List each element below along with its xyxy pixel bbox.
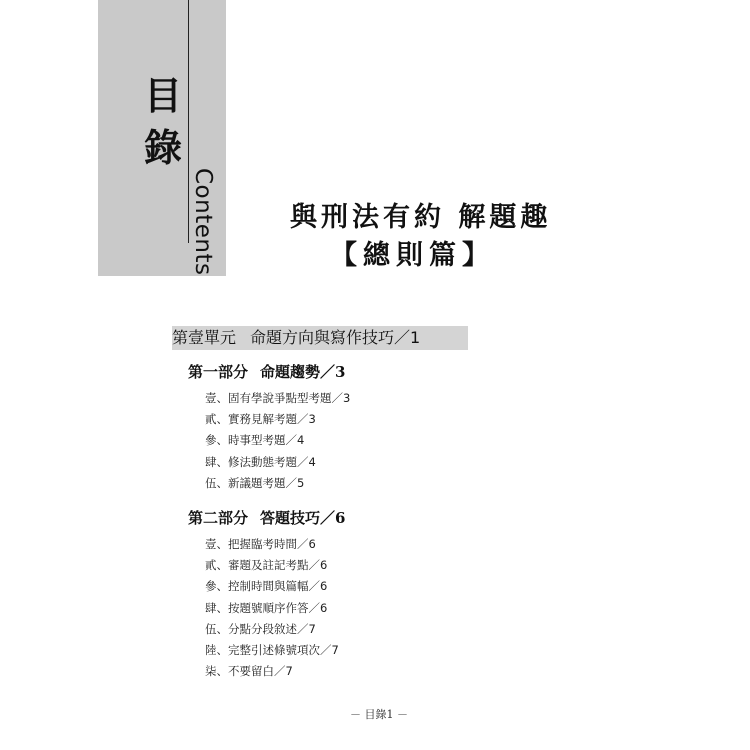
- part-heading-1: [188, 361, 345, 382]
- toc-item: 肆、修法動態考題／4: [205, 455, 316, 469]
- sidebar-english-label: Contents: [190, 168, 216, 276]
- toc-item: 參、控制時間與篇幅／6: [205, 579, 328, 593]
- part-label: 第一部分: [188, 363, 249, 381]
- toc-item: 伍、分點分段敘述／7: [205, 622, 316, 636]
- book-subtitle: 【總則篇】: [330, 240, 495, 271]
- toc-item: 柒、不要留白／7: [205, 664, 293, 678]
- toc-item: 肆、按題號順序作答／6: [205, 601, 328, 615]
- sidebar-title-char-2: 錄: [143, 126, 182, 170]
- part-title: 命題趨勢／3: [260, 363, 346, 381]
- book-title: 與刑法有約 解題趣: [290, 202, 552, 233]
- sidebar-divider-line: [188, 0, 189, 243]
- part-title: 答題技巧／6: [260, 509, 346, 527]
- sidebar-title-char-1: 目: [143, 74, 182, 118]
- part-heading-2: [188, 507, 345, 528]
- toc-item: 伍、新議題考題／5: [205, 476, 305, 490]
- toc-item: 貳、審題及註記考點／6: [205, 558, 328, 572]
- unit-heading: [172, 326, 420, 350]
- page-number-footer: － 目錄1 －: [350, 708, 408, 721]
- unit-title: 命題方向與寫作技巧／1: [250, 328, 421, 347]
- toc-item: 參、時事型考題／4: [205, 433, 305, 447]
- part-label: 第二部分: [188, 509, 249, 527]
- sidebar-title: [143, 70, 183, 174]
- toc-item: 貳、實務見解考題／3: [205, 412, 316, 426]
- toc-item: 陸、完整引述條號項次／7: [205, 643, 339, 657]
- toc-item: 壹、把握臨考時間／6: [205, 537, 316, 551]
- unit-label: 第壹單元: [172, 328, 237, 347]
- toc-item: 壹、固有學說爭點型考題／3: [205, 391, 351, 405]
